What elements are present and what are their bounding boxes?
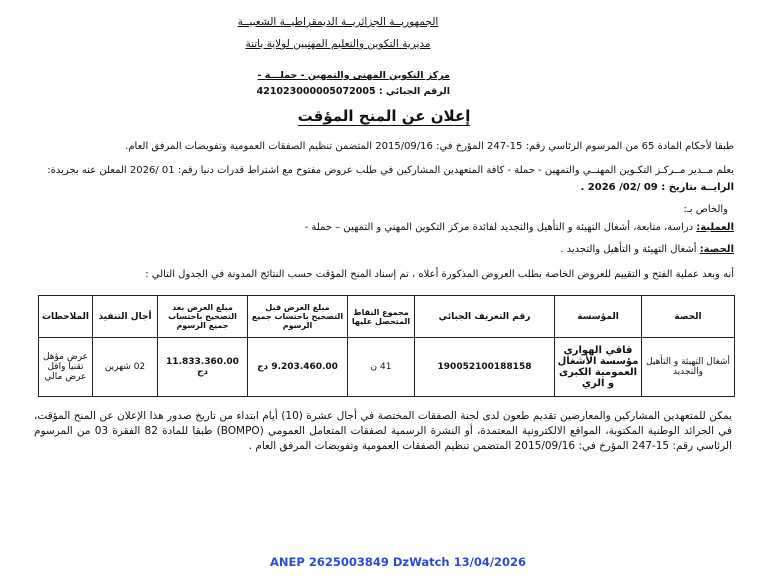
footer-reference: ANEP 2625003849 DzWatch 13/04/2026: [270, 555, 527, 569]
operation-text: دراسة، متابعة، أشغال التهيئة و التأهيل والتجديد لفائدة مركز التكوين المهني و التمهين – حملة -: [304, 222, 697, 233]
operation-line: [34, 221, 734, 235]
legal-reference: طبقا لأحكام المادة 65 من المرسوم الرئاسي رقم: 15-247 المؤرخ في: 2015/09/16 المتضمن تنظيم الصفقات العمومية وتفويضات المرفق العام.: [125, 141, 734, 152]
cell-lot: أشغال التهيئة و التأهيل والتجديد: [642, 338, 735, 397]
page-title: إعلان عن المنح المؤقت: [297, 107, 471, 125]
cell-tax-id: 190052100188158: [415, 338, 555, 397]
cell-points: 41 ن: [348, 338, 415, 397]
award-statement: أنه وبعد عملية الفتح و التقييم للعروض الخاصة بطلب العروض المذكورة أعلاه ، تم إسناد المنح المؤقت حسب النتائج المدونة في الجدول التالي :: [145, 269, 734, 280]
col-company: المؤسسة: [555, 296, 642, 338]
newspaper-date: الرايــة بتاريخ : 09 /02/ 2026 .: [580, 182, 734, 193]
award-table: [38, 295, 735, 397]
directorate-heading: مديرية التكوين والتعليم المهنيين لولاية باتنة: [245, 38, 431, 50]
col-tax-id: رقم التعريف الجبائي: [415, 296, 555, 338]
lot-line: [34, 243, 734, 257]
tax-id: الرقم الجبائي : 421023000005072005: [256, 86, 450, 97]
appeal-notice: يمكن للمتعهدين المشاركين والمعارضين تقديم طعون لدى لجنة الصفقات المختصة في أجال عشرة (10) أيام ابتداء من تاريخ صدور هذا الإعلان عن المنح المؤقت، في الجرائد الوطنية المكتوبة، المواقع الالكترونية المعتمدة، أو النشرة الرسمية لصفقات المتعامل العمومي (BOMPO) طبقا للمادة 82 الفقرة 03 من المرسوم الرئاسي رقم: 15-247 المؤرخ في: 2015/09/16 المتضمن تنظيم الصفقات العمومية وتفويضات المرفق العام .: [34, 410, 732, 452]
republic-heading: الجمهوريــة الجزائريــة الديمقراطيــة الشعبيــة: [237, 16, 439, 28]
table-row: [39, 338, 735, 397]
cell-amount-after: 11.833.360.00 دج: [158, 338, 248, 397]
cell-amount-before: 9.203.460.00 دج: [248, 338, 348, 397]
table-header-row: [39, 296, 735, 338]
col-duration: أجال التنفيذ: [93, 296, 158, 338]
col-lot: الحصة: [642, 296, 735, 338]
cell-duration: 02 شهرين: [93, 338, 158, 397]
concerning-label: والخاص بـ:: [683, 204, 728, 215]
cell-company: قاقي الهواري مؤسسة الأشغال العمومية الكبرى و الري: [555, 338, 642, 397]
notice-intro: يعلم مــدير مــركـز التكـوين المهنــي والتمهين - حملة - كافة المتعهدين المشاركين في طلب عروض مفتوح مع اشتراط قدرات دنيا رقم: 01 /2026 المعلن عنه بجريدة:: [47, 165, 734, 176]
cell-notes: عرض مؤهل تقنيا واقل عرض مالي: [39, 338, 93, 397]
col-amount-after: مبلغ العرض بعد التصحيح باحتساب جميع الرسوم: [158, 296, 248, 338]
col-amount-before: مبلغ العرض قبل التصحيح باحتساب جميع الرسوم: [248, 296, 348, 338]
operation-label: العملية:: [696, 222, 734, 233]
center-name: مركز التكوين المهني والتمهين - حملـــة -: [257, 70, 450, 81]
col-notes: الملاحظات: [39, 296, 93, 338]
col-points: مجموع النقاط المتحصل عليها: [348, 296, 415, 338]
lot-label: الحصة:: [699, 244, 734, 255]
lot-text: أشغال التهيئة و التأهيل والتجديد .: [560, 244, 700, 255]
